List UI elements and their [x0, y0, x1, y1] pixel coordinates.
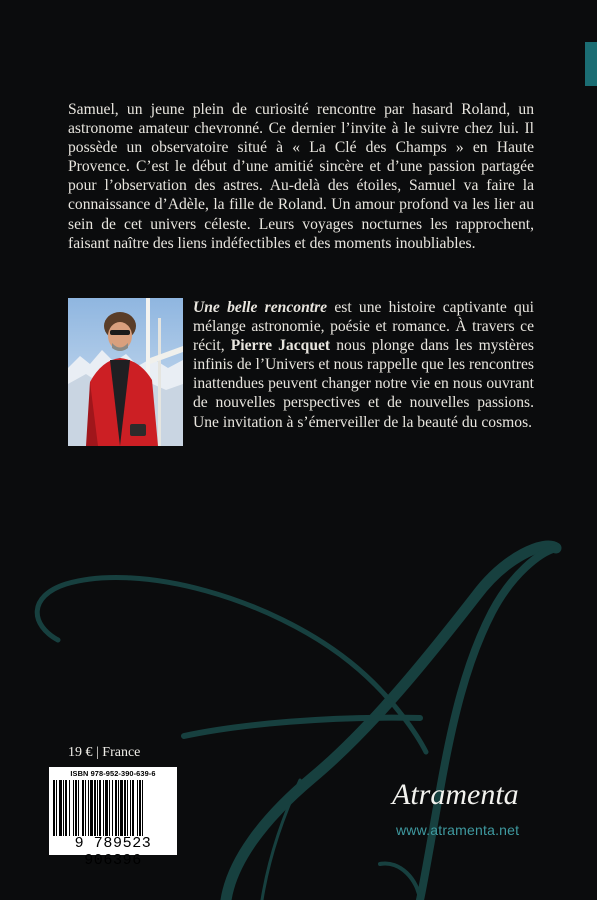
- barcode-digits: 9 789523 906396: [74, 835, 152, 869]
- price-label: 19 € | France: [68, 745, 141, 760]
- barcode-bars-icon: [53, 780, 173, 836]
- back-cover-blurb: Samuel, un jeune plein de curiosité rencontre par hasard Roland, un astronome amateur chevronné. Ce dernier l’invite à le suivre chez lui. Il possède un observatoire situé à « La Clé des Champs » en Haute Provence. C’est le début d’une amitié sincère et d’une passion partagée pour l’observation des astres. Au-delà des étoiles, Samuel va faire la connaissance d’Adèle, la fille de Roland. Un amour profond va les lier au sein de cet univers céleste. Leurs voyages nocturnes les rapprochent, faisant naître des liens indéfectibles et des moments inoubliables.: [68, 101, 534, 252]
- description-part-1: est une histoire captivante qui mélange astronomie, poésie et romance. À travers ce récit,: [193, 299, 534, 355]
- publisher-website: www.atramenta.net: [396, 822, 520, 838]
- publisher-logo: [388, 774, 578, 814]
- author-photo: [68, 298, 183, 446]
- publisher-logo-text: Atramenta: [392, 778, 519, 811]
- author-description: [193, 298, 534, 432]
- author-name: Pierre Jacquet: [230, 337, 331, 355]
- isbn-label: ISBN 978-952-390-639-6: [70, 769, 156, 778]
- isbn-barcode: [49, 767, 177, 869]
- description-part-2: nous plonge dans les mystères infinis de l’Univers et nous rappelle que les rencontres inattendues peuvent changer notre vie en nous ouvrant de nouvelles perspectives et de nouvelles passions. Une invitation à s’émerveiller de la beauté du cosmos.: [193, 337, 534, 431]
- book-title: Une belle rencontre: [193, 299, 328, 316]
